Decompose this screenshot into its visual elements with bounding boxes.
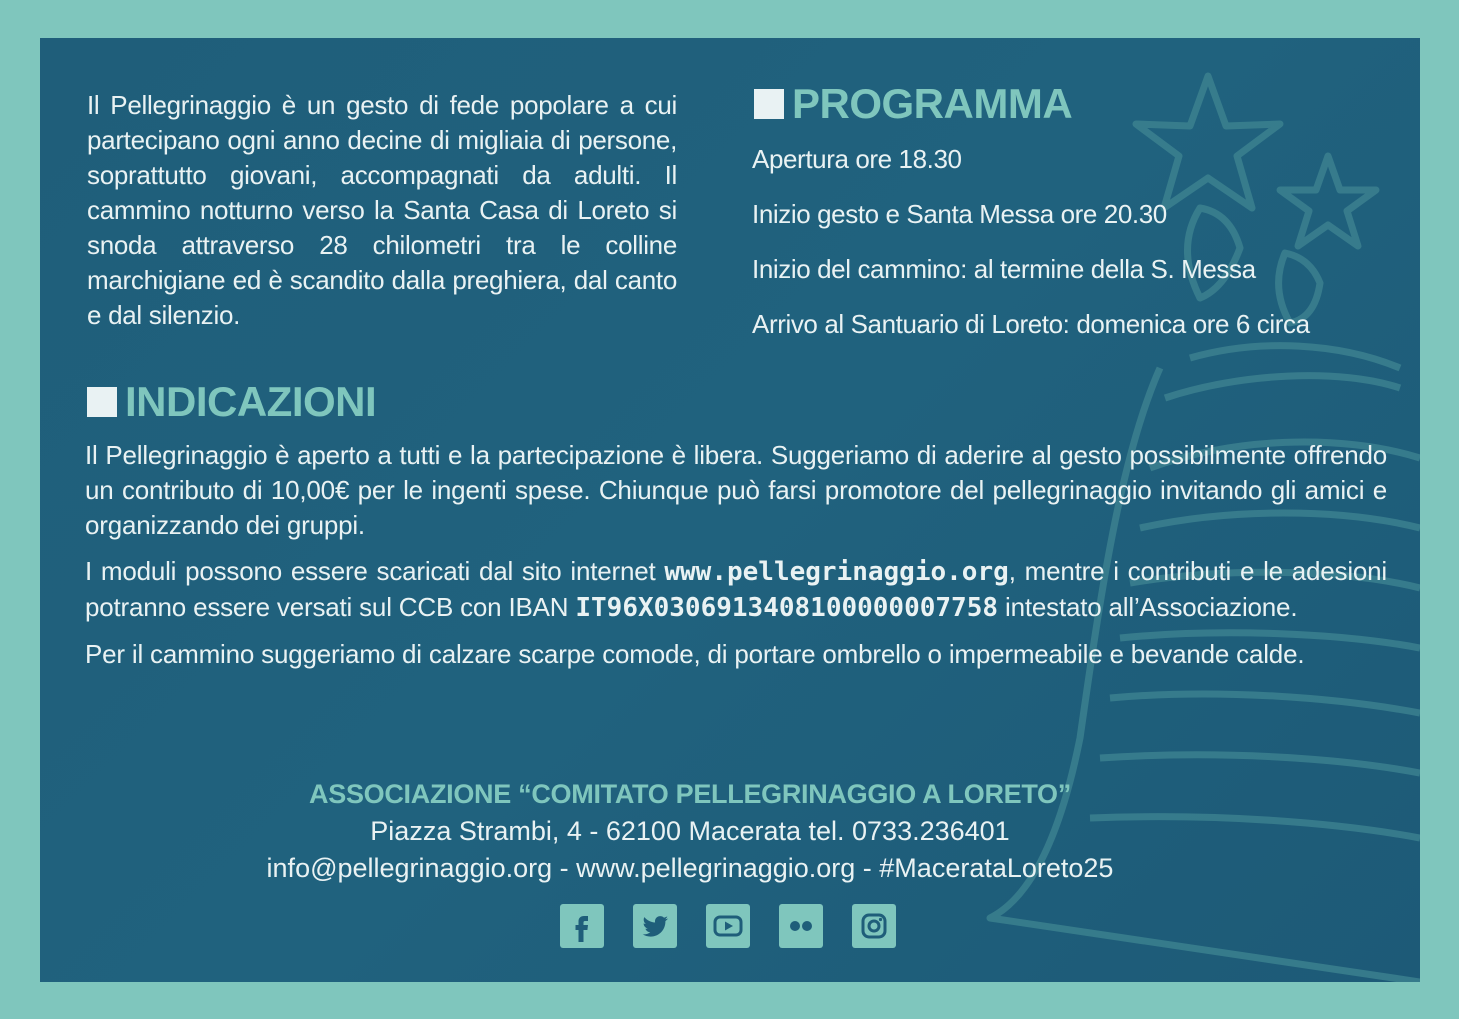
indicazioni-paragraph-2 (85, 554, 1387, 626)
instagram-icon[interactable] (852, 904, 896, 948)
programma-title: PROGRAMMA (792, 80, 1073, 127)
indicazioni-heading (87, 378, 376, 426)
footer (40, 776, 1340, 887)
programma-item: Arrivo al Santuario di Loreto: domenica ore 6 circa (752, 309, 1310, 339)
intestato-text: intestato all’Associazione. (998, 592, 1298, 622)
programma-item: Inizio gesto e Santa Messa ore 20.30 (752, 199, 1167, 229)
twitter-icon[interactable] (633, 904, 677, 948)
programma-list (752, 142, 1310, 362)
indicazioni-paragraph-3: Per il cammino suggeriamo di calzare scarpe comode, di portare ombrello o impermeabile e bevande calde. (85, 639, 1305, 669)
programma-item: Apertura ore 18.30 (752, 144, 962, 174)
programma-item: Inizio del cammino: al termine della S. Messa (752, 254, 1256, 284)
indicazioni-title: INDICAZIONI (125, 378, 377, 425)
website-link[interactable]: www.pellegrinaggio.org (664, 557, 1009, 587)
contacts-line[interactable]: info@pellegrinaggio.org - www.pellegrinaggio.org - #MacerataLoreto25 (266, 853, 1114, 883)
heading-square-icon (87, 387, 117, 417)
youtube-icon[interactable] (706, 904, 750, 948)
address-line: Piazza Strambi, 4 - 62100 Macerata tel. 0733.236401 (370, 816, 1010, 846)
association-name: ASSOCIAZIONE “COMITATO PELLEGRINAGGIO A LORETO” (309, 779, 1071, 809)
facebook-icon[interactable] (560, 904, 604, 948)
programma-heading (754, 80, 1072, 128)
moduli-text: I moduli possono essere scaricati dal sito internet (85, 556, 665, 586)
flyer-card (40, 38, 1420, 982)
contributi-text: , mentre i contributi e le adesioni potranno essere versati sul CCB con IBAN (85, 556, 1388, 622)
flickr-icon[interactable] (779, 904, 823, 948)
indicazioni-body (85, 438, 1387, 683)
social-icons (560, 904, 896, 948)
iban-code: IT96X0306913408100000007758 (575, 593, 998, 623)
heading-square-icon (754, 89, 784, 119)
intro-paragraph: Il Pellegrinaggio è un gesto di fede popolare a cui partecipano ogni anno decine di migliaia di persone, soprattutto giovani, accompagnati da adulti. Il cammino notturno verso la Santa Casa di Loreto si snoda attraverso 28 chilometri tra le colline marchigiane ed è scandito dalla preghiera, dal canto e dal silenzio. (87, 90, 677, 330)
indicazioni-paragraph-1: Il Pellegrinaggio è aperto a tutti e la partecipazione è libera. Suggeriamo di aderire al gesto possibilmente offrendo un contributo di 10,00€ per le ingenti spese. Chiunque può farsi promotore del pellegrinaggio invitando gli amici e organizzando dei gruppi. (85, 440, 1387, 540)
